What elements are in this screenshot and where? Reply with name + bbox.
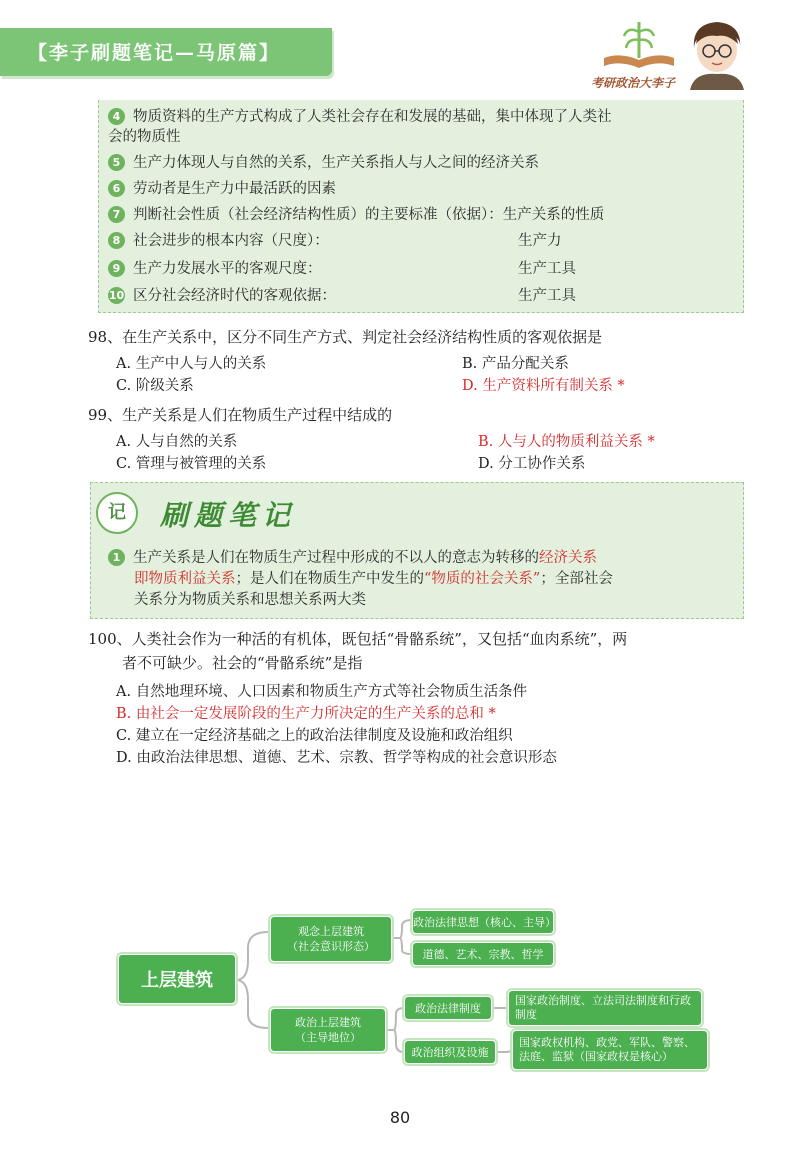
question-100-stem-line1: 100、人类社会作为一种活的有机体，既包括“骨骼系统”，又包括“血肉系统”，两 (88, 630, 628, 648)
diagram-root: 上层建筑 (118, 954, 236, 1004)
diagram-ideo-item-2: 道德、艺术、宗教、哲学 (412, 942, 554, 966)
diagram-pol-item-2: 政治组织及设施 (404, 1040, 496, 1064)
question-99-stem: 99、生产关系是人们在物质生产过程中结成的 (88, 406, 393, 424)
notes-title: 刷题笔记 (160, 499, 297, 532)
question-98-stem: 98、在生产关系中，区分不同生产方式、判定社会经济结构性质的客观依据是 (88, 328, 603, 346)
q98-option-a: A. 生产中人与人的关系 (116, 356, 267, 372)
q99-option-c: C. 管理与被管理的关系 (116, 456, 267, 472)
banner-title: 【李子刷题笔记—马原篇】 (28, 42, 281, 64)
q99-option-d: D. 分工协作关系 (478, 456, 586, 472)
q98-option-d-answer: D. 生产资料所有制关系 * (462, 378, 625, 394)
note-item-4: 4 物质资料的生产方式构成了人类社会存在和发展的基础，集中体现了人类社 会的物质性 (108, 109, 612, 145)
diagram-pol-item-2-detail: 国家政权机构、政党、军队、警察、法庭、监狱（国家政权是核心） (512, 1030, 708, 1070)
question-100-stem-line2: 者不可缺少。社会的“骨骼系统”是指 (122, 654, 363, 672)
q98-option-b: B. 产品分配关系 (462, 356, 569, 372)
note-item-7: 7 判断社会性质（社会经济结构性质）的主要标准（依据）：生产关系的性质 (108, 205, 604, 225)
q100-option-c: C. 建立在一定经济基础之上的政治法律制度及设施和政治组织 (116, 728, 513, 744)
q99-option-b-answer: B. 人与人的物质利益关系 * (478, 434, 655, 450)
note-item-5: 5 生产力体现人与自然的关系，生产关系指人与人之间的经济关系 (108, 153, 539, 173)
diagram-ideo-item-1: 政治法律思想（核心、主导） (412, 910, 554, 934)
note-item-8: 8 社会进步的根本内容（尺度）： 生产力 (108, 231, 708, 251)
note-item-10: 10 区分社会经济时代的客观依据： 生产工具 (108, 288, 576, 304)
q100-option-a: A. 自然地理环境、人口因素和物质生产方式等社会物质生活条件 (116, 684, 528, 700)
notes-icon: 记 (96, 492, 138, 534)
q99-option-a: A. 人与自然的关系 (116, 434, 238, 450)
diagram-political-superstructure: 政治上层建筑 （主导地位） (270, 1008, 386, 1052)
q100-option-b-answer: B. 由社会一定发展阶段的生产力所决定的生产关系的总和 * (116, 706, 496, 722)
q98-option-c: C. 阶级关系 (116, 378, 194, 394)
diagram-pol-item-1: 政治法律制度 (404, 996, 492, 1020)
q100-option-d: D. 由政治法律思想、道德、艺术、宗教、哲学等构成的社会意识形态 (116, 750, 557, 766)
diagram-ideological-superstructure: 观念上层建筑 （社会意识形态） (270, 916, 392, 962)
note-item-9: 9 生产力发展水平的客观尺度： 生产工具 (108, 259, 708, 279)
diagram-pol-item-1-detail: 国家政治制度、立法司法制度和行政制度 (508, 990, 702, 1026)
logo-text: 考研政治大李子 (590, 76, 675, 90)
notes-paragraph: 1 生产关系是人们在物质生产过程中形成的不以人的意志为转移的经济关系 即物质利益关系；是人们在物质生产中发生的“物质的社会关系”；全部社会 关系分为物质关系和思想关系两大类 (108, 548, 738, 611)
page-number: 80 (389, 1108, 411, 1127)
note-item-6: 6 劳动者是生产力中最活跃的因素 (108, 179, 336, 199)
